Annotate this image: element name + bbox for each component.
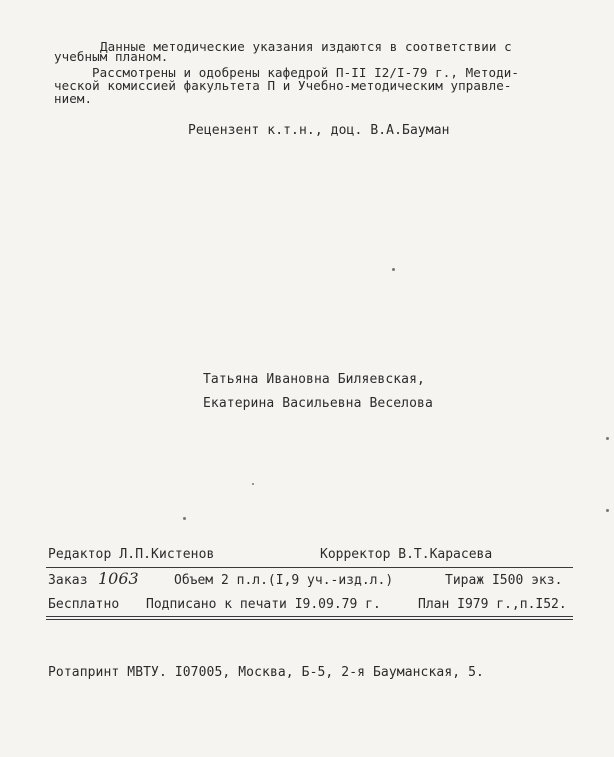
corrector-line: Корректор В.Т.Карасева <box>320 547 493 562</box>
intro-line-3: Рассмотрены и одобрены кафедрой П-II I2/I-79 г., Методи- <box>92 65 520 80</box>
intro-line-5: нием. <box>54 91 93 106</box>
printer-line: Ротапринт МВТУ. I07005, Москва, Б-5, 2-я Бауманская, 5. <box>48 665 484 680</box>
reviewer-line: Рецензент к.т.н., доц. В.А.Бауман <box>188 123 450 138</box>
signed-line: Подписано к печати I9.09.79 г. <box>146 597 381 612</box>
free-label: Бесплатно <box>48 597 120 612</box>
intro-line-1: Данные методические указания издаются в соответствии с <box>100 39 512 54</box>
author-1: Татьяна Ивановна Биляевская, <box>203 372 425 387</box>
print-run-line: Тираж I500 экз. <box>445 573 563 588</box>
speck <box>606 509 609 512</box>
speck <box>252 483 254 485</box>
speck <box>392 268 395 271</box>
author-2: Екатерина Васильевна Веселова <box>203 396 433 411</box>
imprint-rule-bottom <box>46 616 573 617</box>
intro-line-2: учебным планом. <box>54 49 169 64</box>
speck <box>606 437 609 440</box>
imprint-rule-bottom-thin <box>46 619 573 620</box>
editor-line: Редактор Л.П.Кистенов <box>48 547 215 562</box>
volume-line: Объем 2 п.л.(I,9 уч.-изд.л.) <box>174 573 394 588</box>
order-number: 1063 <box>98 569 139 588</box>
imprint-rule-top <box>46 567 573 568</box>
plan-line: План I979 г.,п.I52. <box>418 597 567 612</box>
speck <box>183 517 186 520</box>
intro-line-4: ческой комиссией факультета П и Учебно-методическим управле- <box>54 78 512 93</box>
order-label: Заказ <box>48 573 88 588</box>
